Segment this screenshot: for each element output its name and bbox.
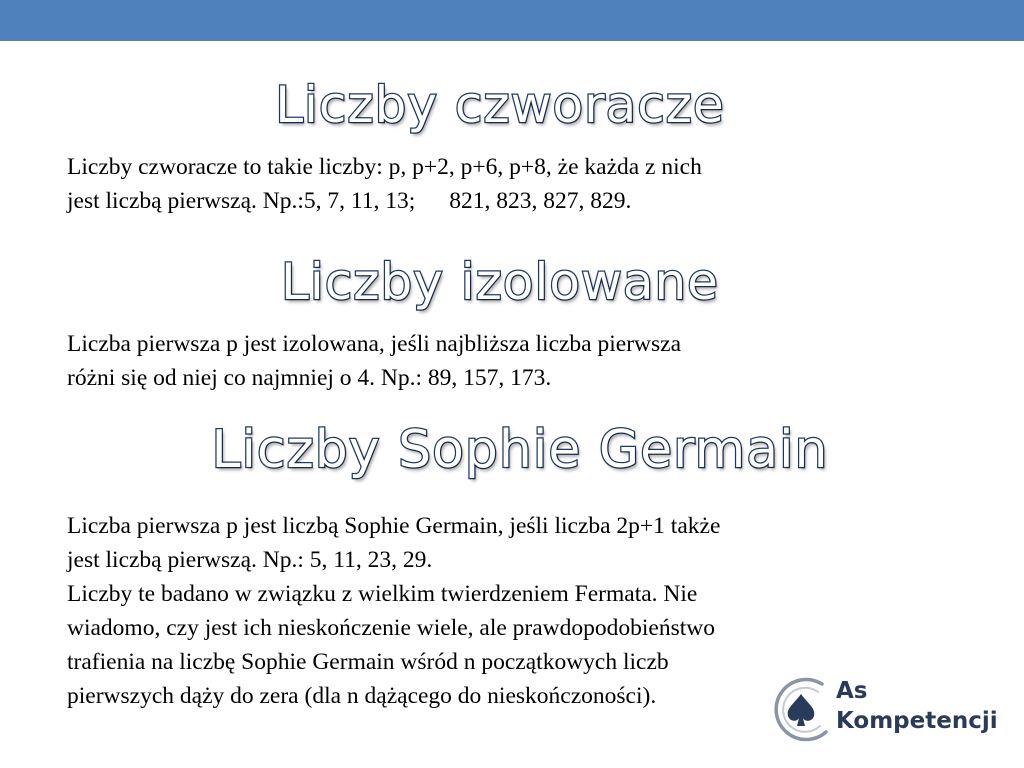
text-line: wiadomo, czy jest ich nieskończenie wiele, ale prawdopodobieństwo — [67, 615, 716, 641]
ace-spade-logo-icon — [770, 670, 840, 750]
text-line: pierwszych dąży do zera (dla n dążącego do nieskończoności). — [67, 683, 657, 709]
text-line: różni się od niej co najmniej o 4. Np.: 89, 157, 173. — [67, 365, 552, 391]
text-line: trafienia na liczbę Sophie Germain wśród n początkowych liczb — [67, 649, 669, 675]
logo-line-as: As — [836, 678, 868, 704]
logo-text — [836, 676, 998, 736]
text-line: 821, 823, 827, 829. — [449, 188, 632, 214]
heading-liczby-izolowane: Liczby izolowane — [281, 253, 719, 311]
text-line: Liczba pierwsza p jest liczbą Sophie Germain, jeśli liczba 2p+1 także — [67, 513, 721, 539]
text-line: Liczba pierwsza p jest izolowana, jeśli najbliższa liczba pierwsza — [67, 331, 681, 357]
paragraph-czworacze — [67, 150, 927, 218]
as-kompetencji-logo — [770, 670, 1010, 750]
text-line: jest liczbą pierwszą. Np.:5, 7, 11, 13; — [67, 188, 416, 214]
text-line: Liczby te badano w związku z wielkim twierdzeniem Fermata. Nie — [67, 581, 698, 607]
text-line: Liczby czworacze to takie liczby: p, p+2, p+6, p+8, że każda z nich — [67, 154, 702, 180]
heading-liczby-sophie-germain: Liczby Sophie Germain — [211, 420, 829, 480]
text-line: jest liczbą pierwszą. Np.: 5, 11, 23, 29. — [67, 547, 433, 573]
heading-liczby-czworacze: Liczby czworacze — [275, 76, 725, 134]
top-bar — [0, 0, 1024, 41]
paragraph-izolowane — [67, 327, 927, 395]
logo-line-kompetencji: Kompetencji — [836, 708, 998, 734]
